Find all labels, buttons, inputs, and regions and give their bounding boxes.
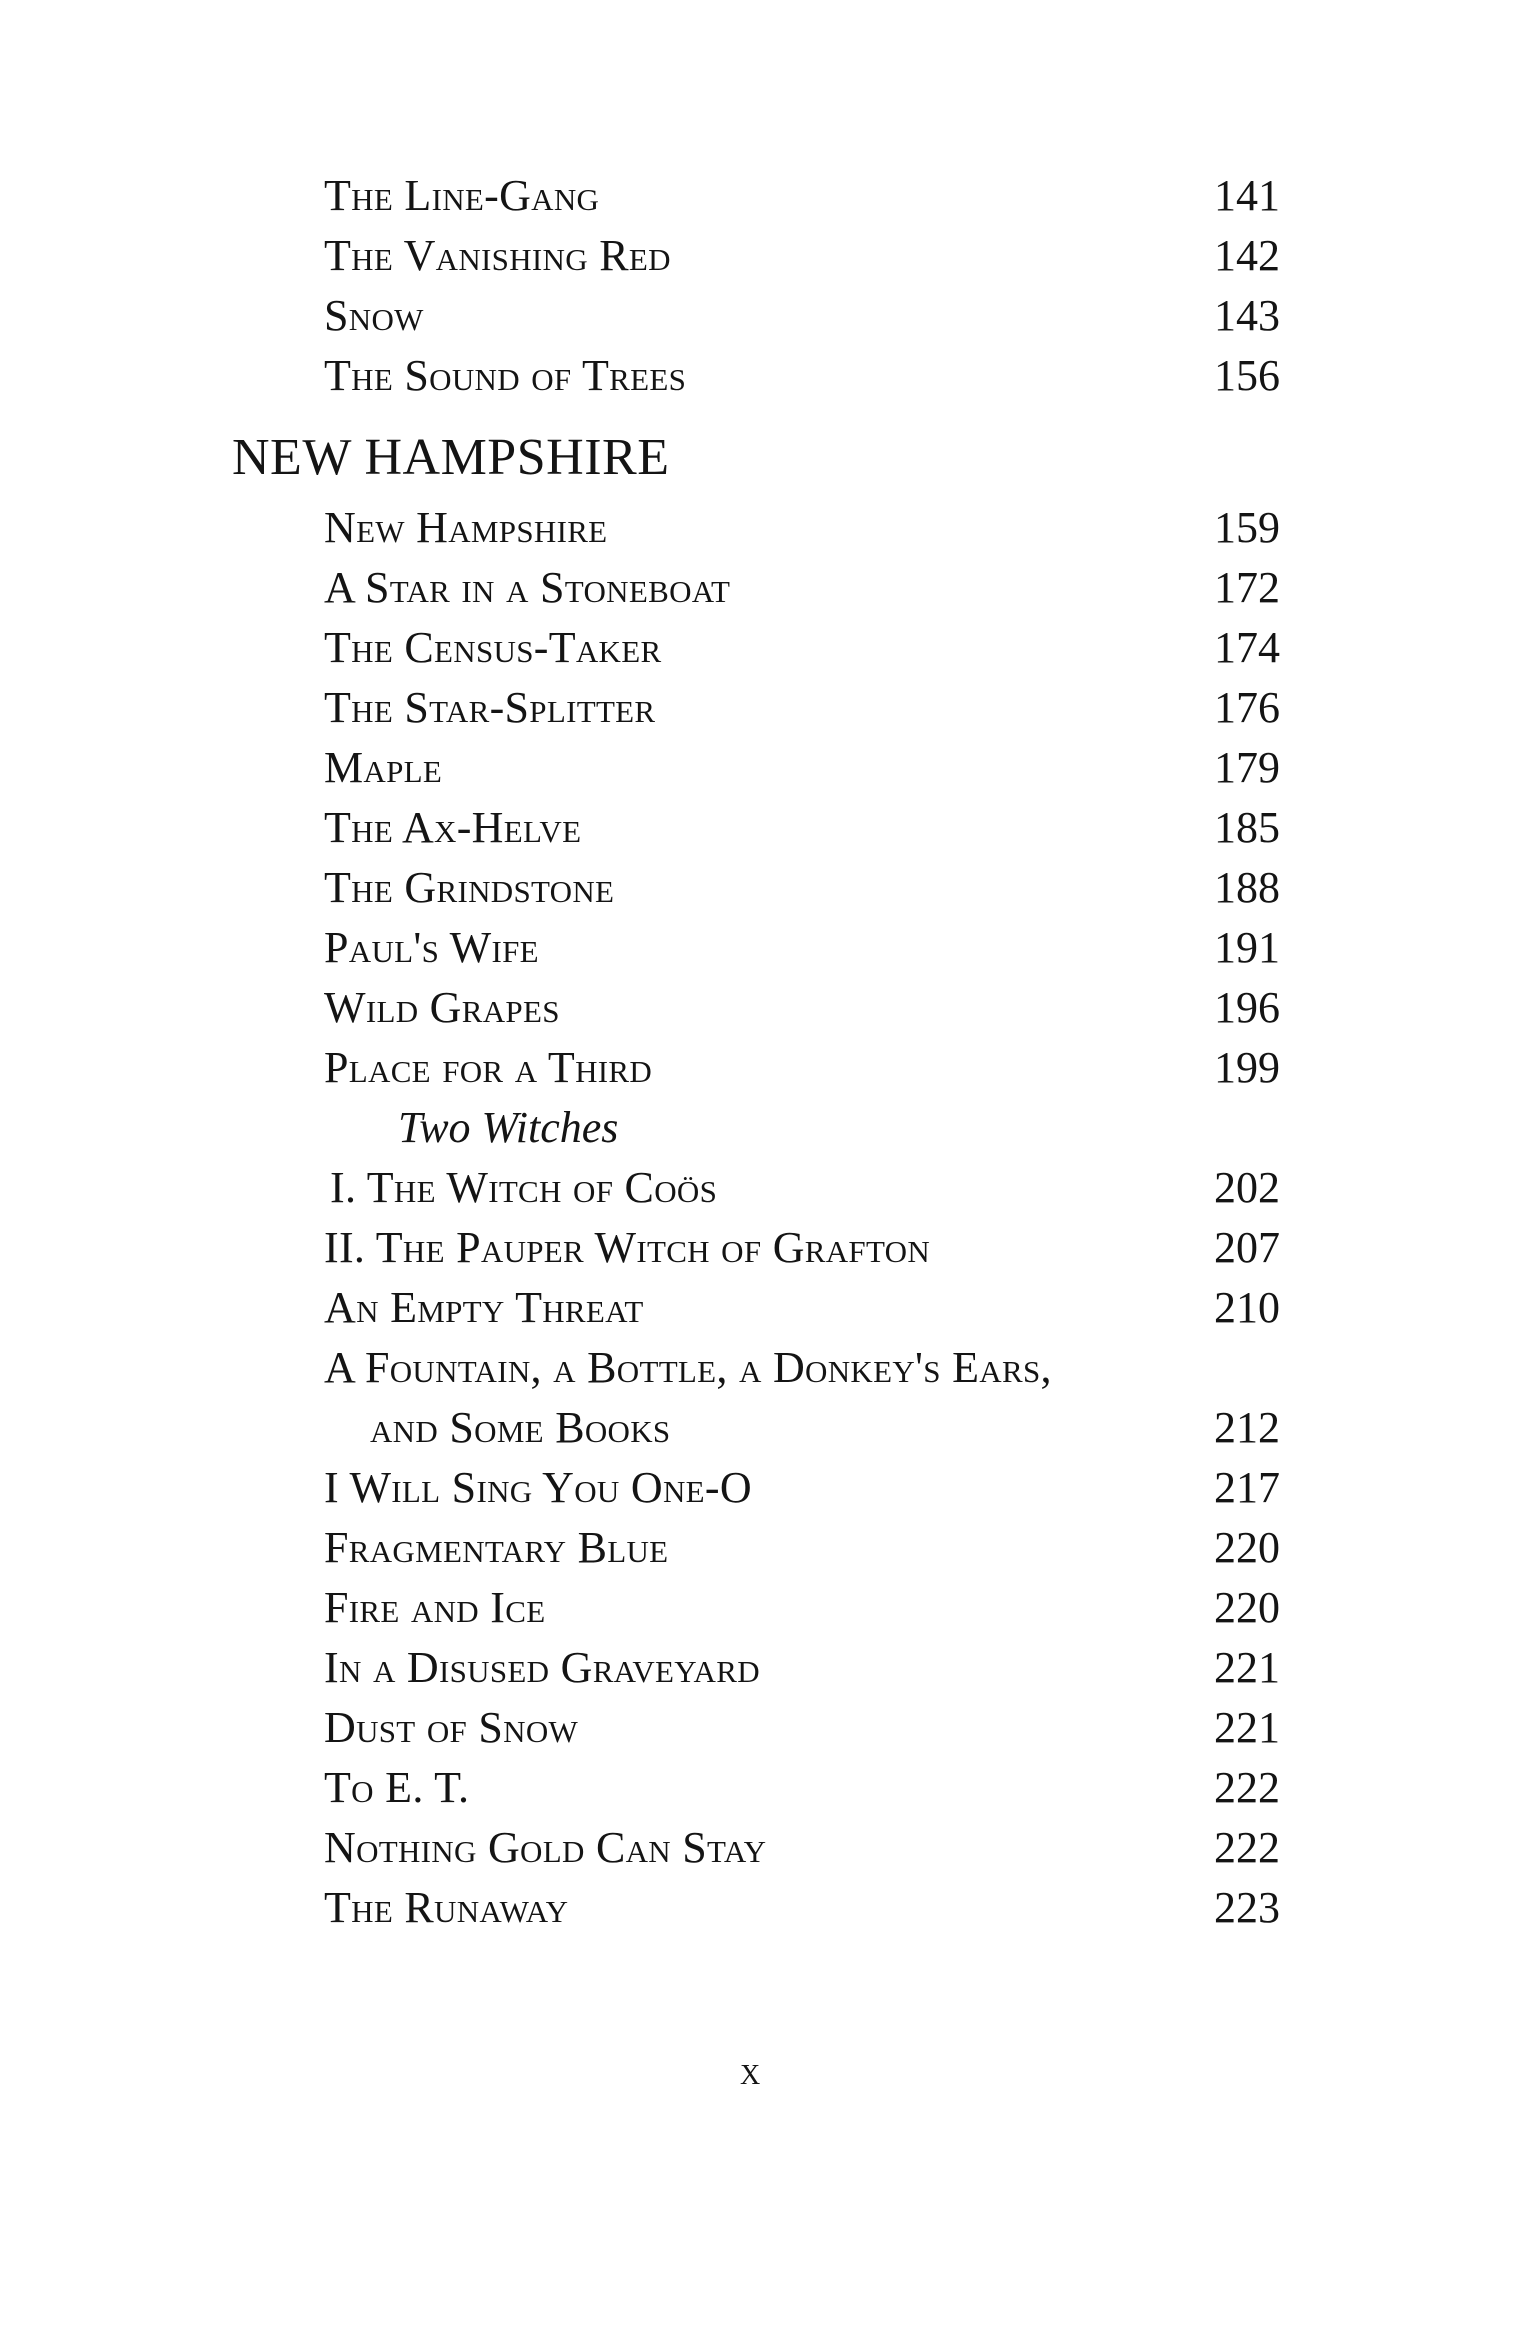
toc-entry-title: Nothing Gold Can Stay [324,1823,767,1872]
toc-entry [0,1878,1518,1938]
table-of-contents [0,166,1518,1938]
toc-entry-title: Maple [324,743,443,792]
toc-entry [0,1638,1518,1698]
toc-entry-title: The Star-Splitter [324,683,656,732]
toc-entry [0,798,1518,858]
toc-entry-title-continuation: and Some Books [370,1403,671,1452]
toc-entry-title: The Vanishing Red [324,231,671,280]
toc-entry [0,226,1518,286]
toc-entry-title: Wild Grapes [324,983,560,1032]
toc-entry-page: 222 [1214,1763,1280,1812]
toc-entry [0,918,1518,978]
toc-entry-page: 220 [1214,1583,1280,1632]
toc-entry-page: 222 [1214,1823,1280,1872]
toc-entry [0,346,1518,406]
toc-entry [0,1038,1518,1098]
toc-entry [0,1758,1518,1818]
toc-entry-title: Dust of Snow [324,1703,579,1752]
toc-entry-page: 185 [1214,803,1280,852]
toc-entry-title: Fragmentary Blue [324,1523,669,1572]
toc-entry [0,1338,1518,1398]
toc-entry-page: 217 [1214,1463,1280,1512]
toc-entry [0,1578,1518,1638]
toc-entry-title: A Star in a Stoneboat [324,563,731,612]
toc-entry [0,1518,1518,1578]
toc-entry [0,1218,1518,1278]
toc-entry-title: Paul's Wife [324,923,539,972]
toc-entry-page: 210 [1214,1283,1280,1332]
toc-entry-title: Fire and Ice [324,1583,546,1632]
toc-entry-page: 143 [1214,291,1280,340]
toc-entry-title: The Sound of Trees [324,351,687,400]
section-heading-row [0,406,1518,498]
toc-entry [0,498,1518,558]
toc-entry-page: 156 [1214,351,1280,400]
toc-entry [0,166,1518,226]
toc-entry [0,558,1518,618]
toc-entry [0,858,1518,918]
toc-entry [0,1158,1518,1218]
toc-entry-page: 212 [1214,1403,1280,1452]
subheading: Two Witches [398,1103,619,1152]
toc-entry [0,286,1518,346]
toc-entry-page: 196 [1214,983,1280,1032]
toc-entry-page: 159 [1214,503,1280,552]
toc-entry-title: In a Disused Graveyard [324,1643,760,1692]
section-heading: NEW HAMPSHIRE [232,429,670,486]
toc-entry-page: 188 [1214,863,1280,912]
toc-entry-page: 202 [1214,1163,1280,1212]
toc-entry-page: 199 [1214,1043,1280,1092]
toc-entry-title: II. The Pauper Witch of Grafton [324,1223,931,1272]
toc-entry [0,1398,1518,1458]
toc-entry-title: A Fountain, a Bottle, a Donkey's Ears, [324,1343,1052,1392]
toc-entry [0,1458,1518,1518]
toc-entry-page: 141 [1214,171,1280,220]
toc-entry [0,678,1518,738]
toc-entry-title: The Runaway [324,1883,569,1932]
toc-entry-page: 174 [1214,623,1280,672]
toc-entry-title: An Empty Threat [324,1283,644,1332]
toc-entry-page: 176 [1214,683,1280,732]
toc-entry-title: The Census-Taker [324,623,662,672]
toc-entry-title: The Grindstone [324,863,615,912]
toc-entry [0,978,1518,1038]
toc-entry-page: 179 [1214,743,1280,792]
subheading-row [0,1098,1518,1158]
toc-entry-title: I. The Witch of Coös [330,1163,718,1212]
page-folio: x [740,2048,761,2093]
toc-entry-title: New Hampshire [324,503,608,552]
toc-entry-page: 191 [1214,923,1280,972]
toc-entry [0,1698,1518,1758]
toc-entry-title: The Line-Gang [324,171,600,220]
toc-entry [0,738,1518,798]
toc-entry [0,1818,1518,1878]
toc-entry-title: The Ax-Helve [324,803,582,852]
toc-entry-page: 207 [1214,1223,1280,1272]
toc-entry-page: 142 [1214,231,1280,280]
toc-entry-page: 220 [1214,1523,1280,1572]
toc-entry-page: 221 [1214,1703,1280,1752]
toc-entry-title: Snow [324,291,424,340]
toc-entry-page: 223 [1214,1883,1280,1932]
toc-entry [0,618,1518,678]
toc-entry-title: I Will Sing You One-O [324,1463,752,1512]
toc-entry [0,1278,1518,1338]
toc-entry-title: To E. T. [324,1763,470,1812]
toc-entry-page: 221 [1214,1643,1280,1692]
toc-entry-title: Place for a Third [324,1043,653,1092]
toc-entry-page: 172 [1214,563,1280,612]
